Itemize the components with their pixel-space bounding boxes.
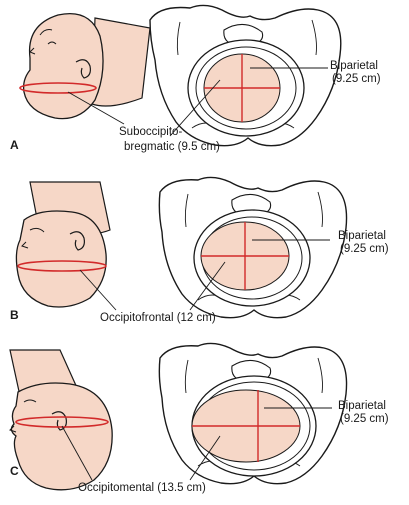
panel-b-diameter-label: Occipitofrontal (12 cm) [100,312,216,324]
panel-b-biparietal-title: Biparietal [338,230,386,242]
panel-b [0,170,409,335]
fetal-head [16,211,106,307]
panel-c-biparietal-value: (9.25 cm) [340,413,389,425]
panel-a-biparietal-value: (9.25 cm) [332,73,381,85]
panel-a-diameter-label-1: Suboccipito- [119,126,183,138]
panel-a-diameter-label-2: bregmatic (9.5 cm) [124,141,220,153]
pelvis-b [159,177,346,317]
panel-c [0,340,409,505]
panel-b-letter: B [10,308,19,322]
panel-c-diameter-label: Occipitomental (13.5 cm) [78,482,206,494]
panel-a-biparietal-label [330,60,400,86]
pelvis-c [159,343,346,483]
panel-c-letter: C [10,464,19,478]
panel-a [0,0,409,165]
pelvis-a [150,5,341,145]
fetal-head [11,383,112,490]
panel-a-letter: A [10,138,19,152]
panel-b-biparietal-value: (9.25 cm) [340,243,389,255]
panel-c-biparietal-title: Biparietal [338,400,386,412]
fetal-head [24,14,103,119]
panel-b-biparietal-label [338,230,408,256]
panel-a-biparietal-title: Biparietal [330,60,378,72]
panel-c-biparietal-label [338,400,408,426]
